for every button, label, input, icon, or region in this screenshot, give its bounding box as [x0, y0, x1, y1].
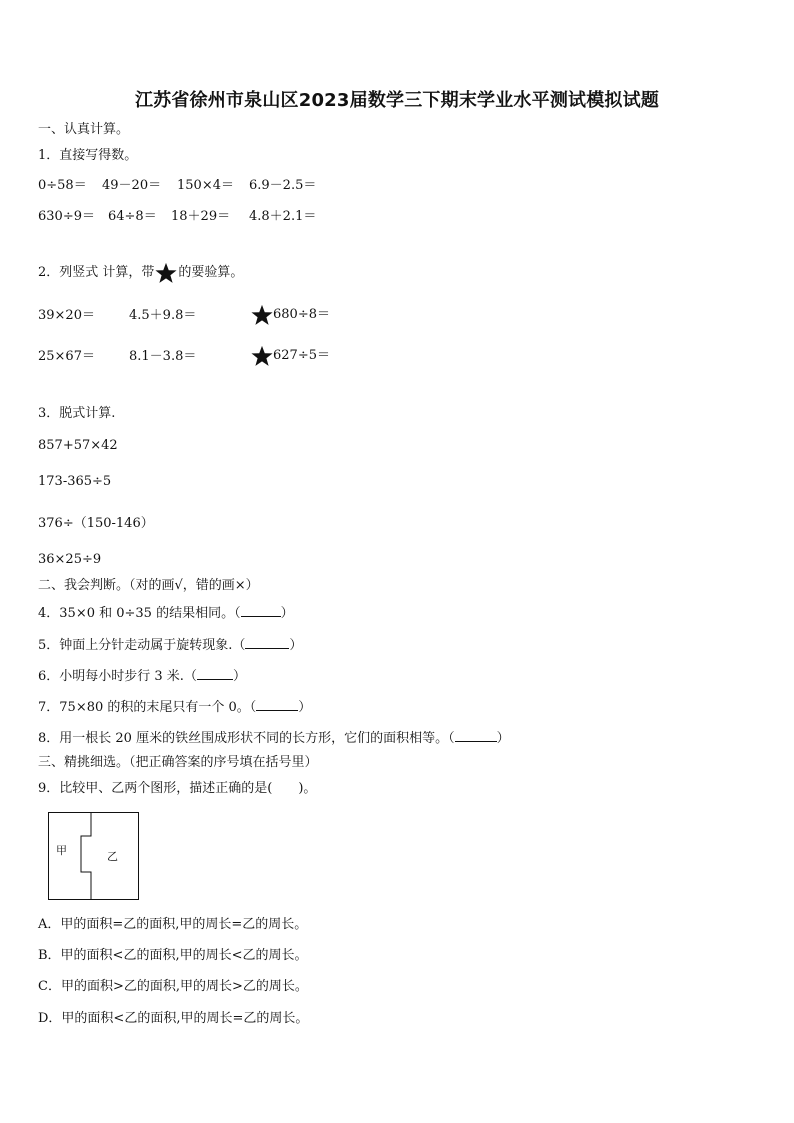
judge-item	[38, 698, 311, 716]
q9-stem: 9．比较甲、乙两个图形，描述正确的是( )。	[38, 781, 317, 796]
shape-label-jia: 甲	[56, 844, 67, 857]
q3-item: 857+57×42	[38, 438, 118, 453]
q1-item: 64÷8＝	[108, 209, 157, 224]
q2-starred-item	[251, 304, 330, 326]
q2-item: 8.1－3.8＝	[129, 349, 197, 364]
q2-label-after: 的要验算。	[178, 265, 244, 280]
q3-item: 173-365÷5	[38, 474, 112, 489]
q1-item: 49－20＝	[102, 178, 162, 193]
answer-blank[interactable]	[256, 698, 298, 711]
judge-close: ）	[298, 700, 312, 715]
q1-item: 18＋29＝	[171, 209, 231, 224]
answer-blank[interactable]	[241, 604, 281, 617]
judge-text: 7．75×80 的积的末尾只有一个 0。（	[38, 700, 257, 715]
shape-label-yi: 乙	[107, 850, 118, 863]
q1-item: 150×4＝	[177, 178, 234, 193]
q2-item: 25×67＝	[38, 349, 95, 364]
q2-label-before: 2．列竖式 计算，带	[38, 265, 155, 280]
section2-heading: 二、我会判断。（对的画√，错的画×）	[38, 578, 259, 593]
q2-item: 627÷5＝	[273, 348, 330, 363]
q2-item: 4.5＋9.8＝	[129, 308, 197, 323]
judge-item	[38, 729, 510, 747]
q3-item: 376÷（150-146）	[38, 516, 154, 531]
judge-item	[38, 636, 302, 654]
judge-close: ）	[232, 669, 246, 684]
judge-text: 5．钟面上分针走动属于旋转现象.（	[38, 638, 246, 653]
q2-item: 680÷8＝	[273, 307, 330, 322]
star-icon	[251, 304, 273, 326]
judge-close: ）	[496, 731, 510, 746]
q3-label: 3．脱式计算.	[38, 406, 116, 421]
judge-item	[38, 667, 246, 685]
q1-item: 630÷9＝	[38, 209, 95, 224]
judge-text: 8．用一根长 20 厘米的铁丝围成形状不同的长方形，它们的面积相等。（	[38, 731, 455, 746]
judge-text: 4．35×0 和 0÷35 的结果相同。（	[38, 606, 241, 621]
page-title: 江苏省徐州市泉山区2023届数学三下期末学业水平测试模拟试题	[134, 90, 660, 111]
shape-comparison-figure	[48, 812, 139, 900]
section3-heading: 三、精挑细选。（把正确答案的序号填在括号里）	[38, 755, 318, 770]
star-icon	[251, 345, 273, 367]
q2-item: 39×20＝	[38, 308, 95, 323]
option-b[interactable]: B．甲的面积<乙的面积,甲的周长<乙的周长。	[38, 948, 308, 963]
judge-item	[38, 604, 294, 622]
option-d[interactable]: D．甲的面积<乙的面积,甲的周长=乙的周长。	[38, 1011, 309, 1026]
judge-close: ）	[280, 606, 294, 621]
answer-blank[interactable]	[245, 636, 289, 649]
q2-label	[38, 262, 243, 284]
q1-item: 0÷58＝	[38, 178, 87, 193]
judge-text: 6．小明每小时步行 3 米.（	[38, 669, 197, 684]
judge-close: ）	[289, 638, 303, 653]
q2-starred-item	[251, 345, 330, 367]
answer-blank[interactable]	[197, 667, 233, 680]
answer-blank[interactable]	[455, 729, 497, 742]
q1-item: 4.8＋2.1＝	[249, 209, 317, 224]
star-icon	[155, 262, 177, 284]
option-c[interactable]: C．甲的面积>乙的面积,甲的周长>乙的周长。	[38, 979, 308, 994]
option-a[interactable]: A．甲的面积=乙的面积,甲的周长=乙的周长。	[38, 917, 308, 932]
q3-item: 36×25÷9	[38, 552, 102, 567]
q1-label: 1．直接写得数。	[38, 148, 138, 163]
q1-item: 6.9－2.5＝	[249, 178, 317, 193]
section1-heading: 一、认真计算。	[38, 122, 130, 137]
